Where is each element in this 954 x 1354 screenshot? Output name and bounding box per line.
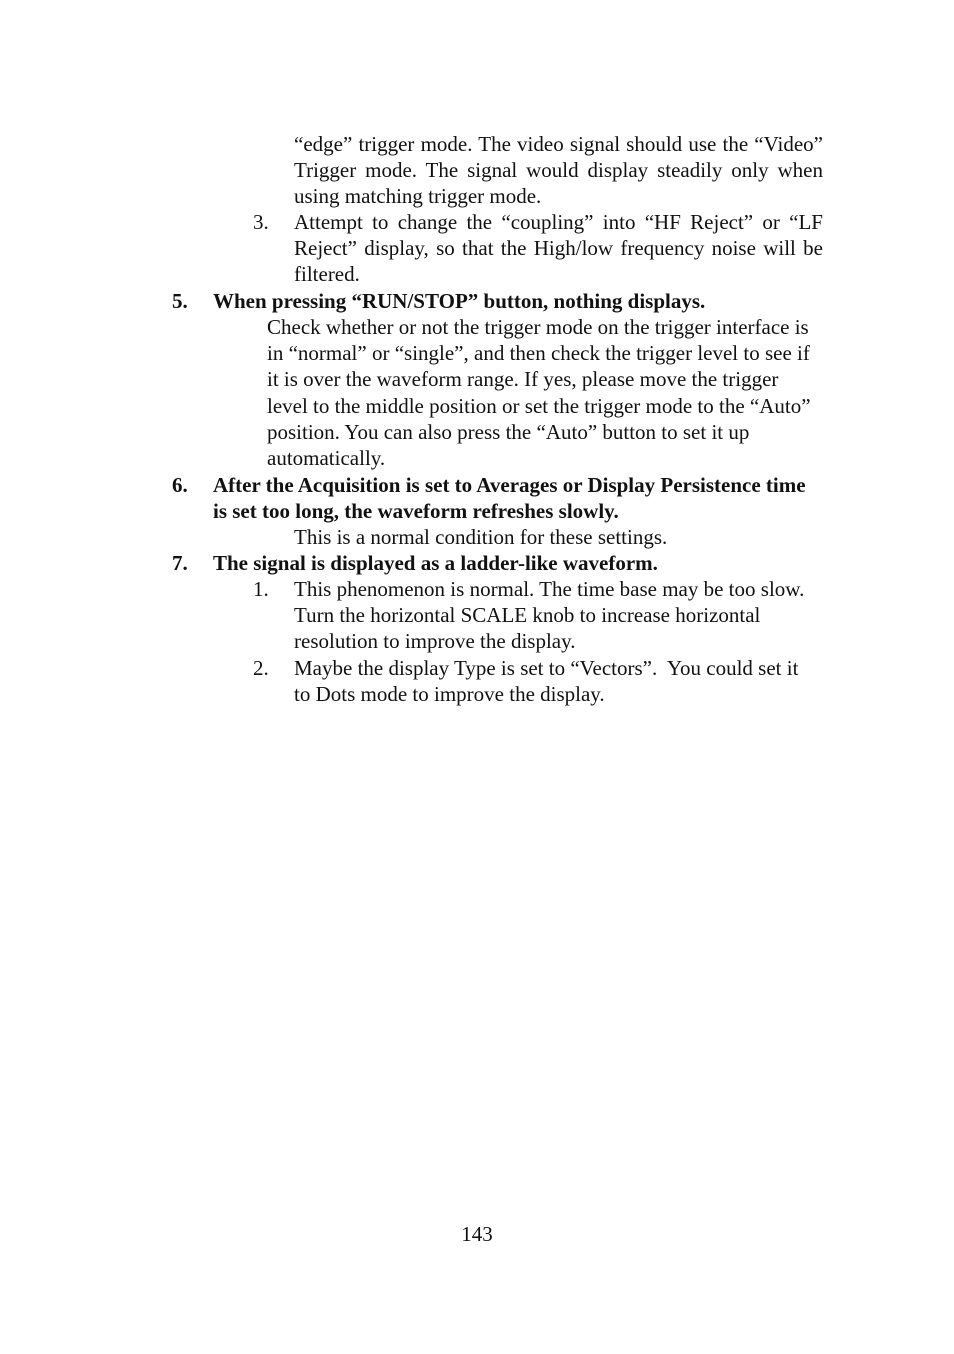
item-7-sub-1-text: This phenomenon is normal. The time base may be too slow. Turn the horizontal SCALE knob to increase horizontal resolution to improve the display. — [294, 577, 825, 654]
item-6-body: This is a normal condition for these settings. — [294, 525, 668, 549]
item-5-heading: When pressing “RUN/STOP” button, nothing displays. — [213, 289, 706, 313]
sub-item-3-text: Attempt to change the “coupling” into “HF Reject” or “LF Reject” display, so that the High/low frequency noise will be filtered. — [294, 210, 823, 287]
item-7-sub-2-number: 2. — [253, 656, 269, 680]
item-6-heading: After the Acquisition is set to Averages or Display Persistence time is set too long, the waveform refreshes slowly. — [213, 473, 806, 524]
item-7-heading: The signal is displayed as a ladder-like waveform. — [213, 551, 658, 575]
item-7-sub-2-text: Maybe the display Type is set to “Vectors”. You could set it to Dots mode to improve the display. — [294, 656, 804, 707]
item-5-number: 5. — [172, 289, 188, 313]
sub-item-3-number: 3. — [253, 210, 269, 234]
item-7-number: 7. — [172, 551, 188, 575]
page-number: 143 — [461, 1222, 493, 1246]
item-5-body: Check whether or not the trigger mode on the trigger interface is in “normal” or “single”, and then check the trigger level to see if it is over the waveform range. If yes, please move the trigger level to the middle position or set the trigger mode to the “Auto” position. You can also press the “Auto” button to set it up automatically. — [267, 315, 811, 471]
item-6-number: 6. — [172, 473, 188, 497]
continuation-paragraph: “edge” trigger mode. The video signal should use the “Video” Trigger mode. The signal would display steadily only when using matching trigger mode. — [294, 132, 823, 209]
item-7-sub-1-number: 1. — [253, 577, 269, 601]
